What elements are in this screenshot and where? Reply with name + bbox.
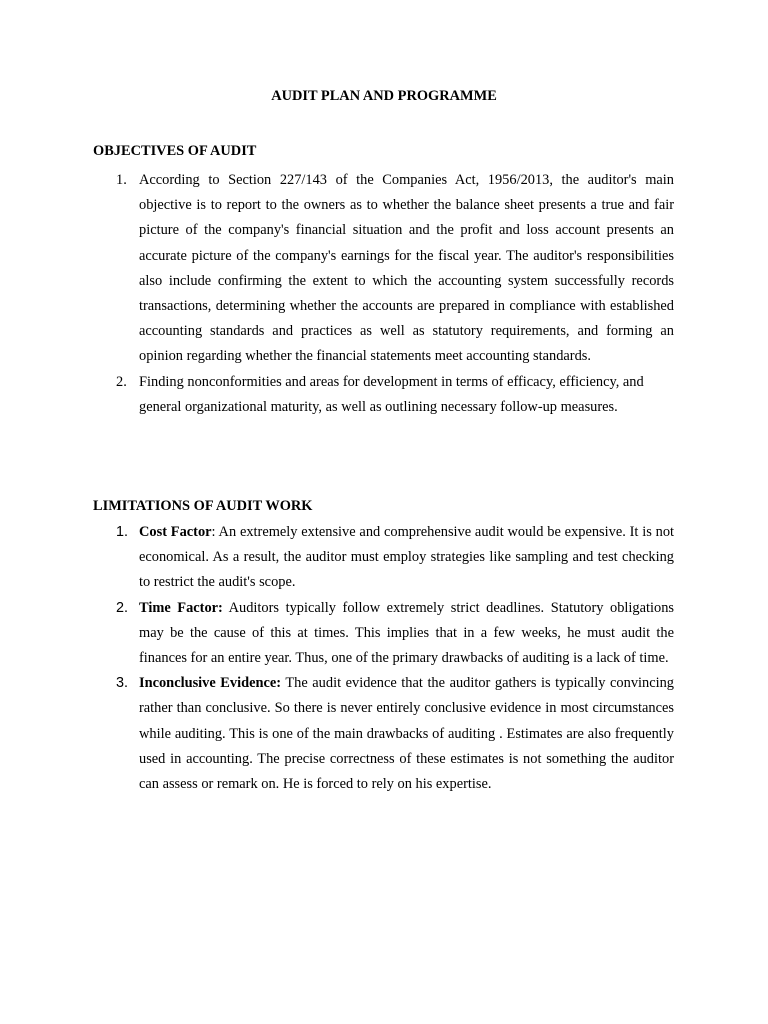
item-description: : An extremely extensive and comprehensive audit would be expensive. It is not economical. As a result, the auditor must employ strategies like sampling and test checking to restrict the audit's scope. [139, 524, 675, 591]
list-item [93, 520, 674, 596]
item-description: The audit evidence that the auditor gathers is typically convincing rather than conclusive. So there is never entirely conclusive evidence in most circumstances while auditing. This is one of the main drawbacks of auditing . Estimates are also frequently used in accounting. The precise correctness of these estimates is not something the auditor can assess or remark on. He is forced to rely on his expertise. [139, 675, 674, 793]
list-item-text [139, 671, 674, 797]
list-number: 2. [116, 373, 127, 390]
list-item [93, 168, 674, 370]
item-term: Time Factor: [139, 599, 223, 616]
section-heading-objectives: OBJECTIVES OF AUDIT [93, 143, 257, 159]
list-item-text [139, 520, 674, 596]
item-description: Auditors typically follow extremely strict deadlines. Statutory obligations may be the cause of this at times. This implies that in a few weeks, he must audit the finances for an entire year. Thus, one of the primary drawbacks of auditing is a lack of time. [139, 599, 674, 667]
section-heading-limitations: LIMITATIONS OF AUDIT WORK [93, 498, 313, 514]
list-number: 1. [116, 524, 129, 540]
objectives-list [93, 168, 674, 420]
list-item [93, 370, 674, 420]
list-number: 2. [116, 599, 129, 616]
limitations-list [93, 520, 674, 797]
list-number: 1. [116, 172, 127, 188]
item-term: Cost Factor [139, 524, 212, 540]
list-item-text: According to Section 227/143 of the Companies Act, 1956/2013, the auditor's main objective is to report to the owners as to whether the balance sheet presents a true and fair picture of the company's financial situation and the profit and loss account presents an accurate picture of the company's earnings for the fiscal year. The auditor's responsibilities also include confirming the extent to which the accounting system successfully records transactions, determining whether the accounts are prepared in compliance with established accounting standards and practices as well as statutory requirements, and forming an opinion regarding whether the financial statements meet accounting standards. [139, 172, 674, 365]
item-term: Inconclusive Evidence: [139, 675, 282, 692]
list-item-text: Finding nonconformities and areas for development in terms of efficacy, efficiency, and general organizational maturity, as well as outlining necessary follow-up measures. [139, 373, 644, 415]
list-number: 3. [116, 675, 129, 692]
list-item [93, 596, 674, 672]
list-item [93, 671, 674, 797]
document-title: AUDIT PLAN AND PROGRAMME [271, 88, 497, 104]
list-item-text [139, 596, 674, 672]
